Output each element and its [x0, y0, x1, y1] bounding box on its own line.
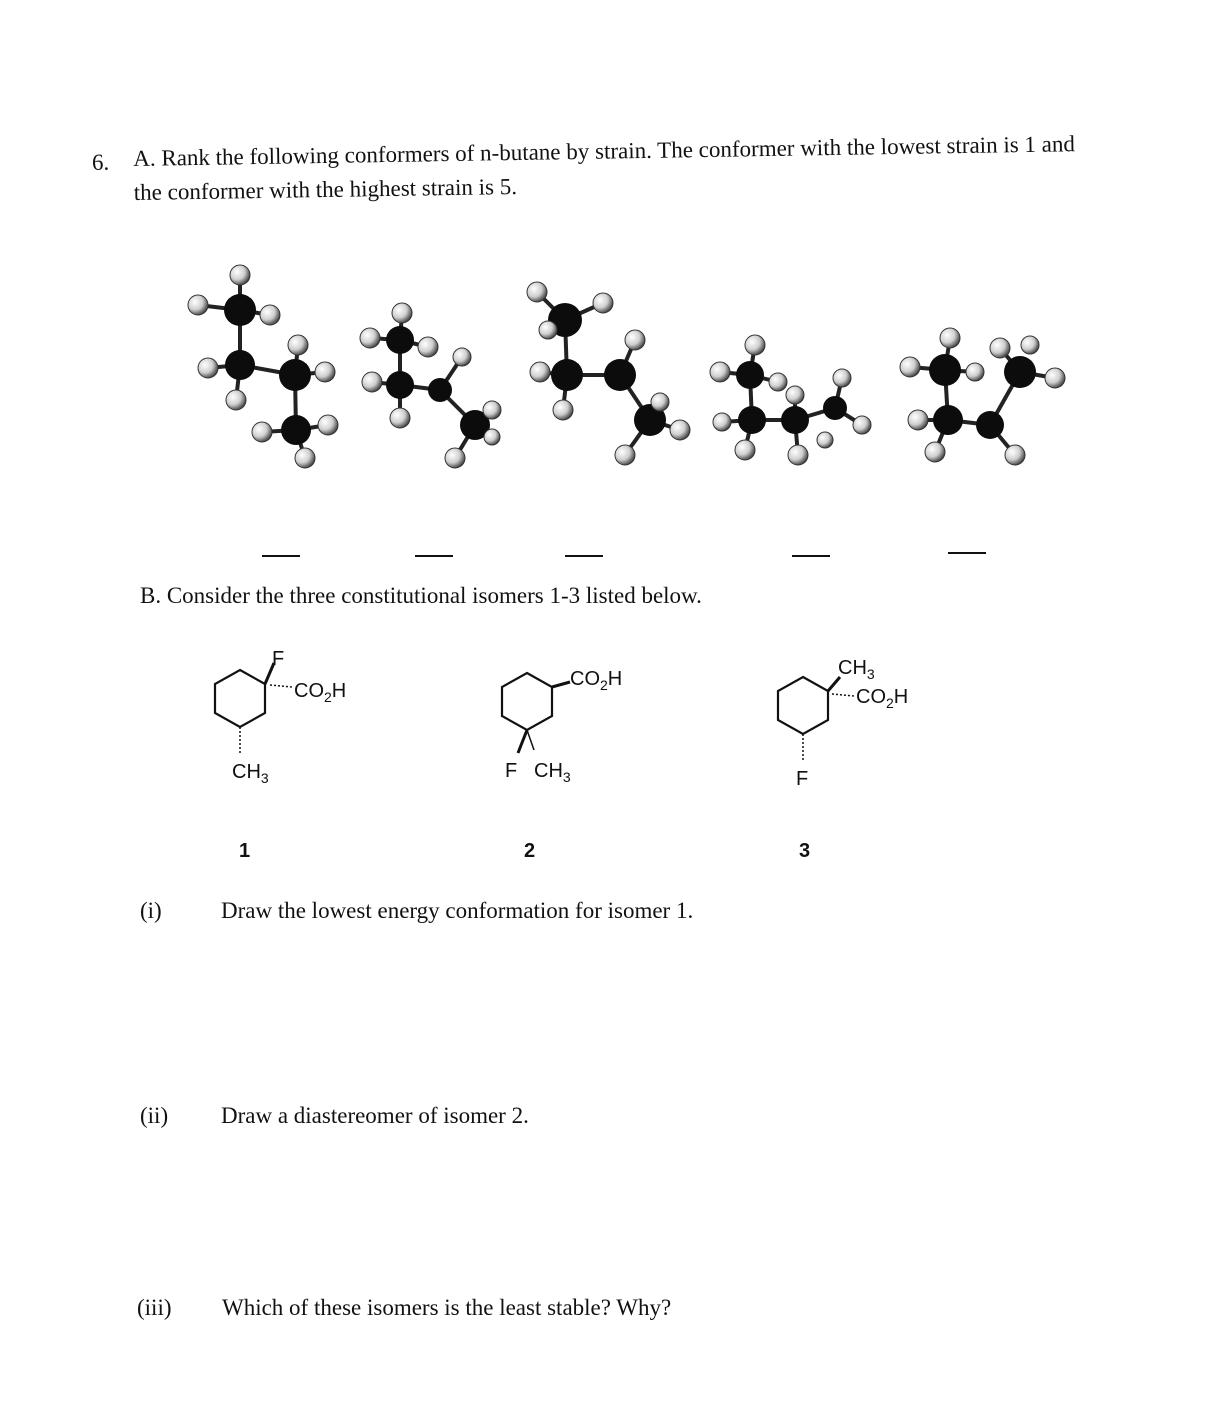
rank-blank-3[interactable] [565, 555, 603, 557]
isomer-1-top-label: F [272, 648, 285, 670]
conformer-models [0, 0, 1208, 560]
wedge-bond [518, 730, 527, 753]
hash-bond [832, 694, 854, 696]
isomer-3-bottom-label: F [796, 768, 809, 790]
isomer-2-bottom-right-label: $CH_3$ [534, 760, 571, 785]
isomer-3-top-label: $CH_3$ [838, 657, 875, 682]
question-number: 6. [92, 150, 110, 175]
wedge-bond [552, 682, 570, 687]
isomer-3-number: 3 [799, 840, 811, 862]
cyclohexane-ring [778, 677, 828, 734]
isomer-structures [0, 630, 1208, 880]
isomer-2 [502, 668, 622, 862]
conformer-model-5 [910, 338, 1055, 455]
rank-blank-5[interactable] [948, 552, 986, 554]
bond [527, 730, 534, 750]
hash-bond [270, 685, 292, 687]
isomer-2-number: 2 [524, 840, 536, 862]
rank-blank-4[interactable] [792, 555, 830, 557]
isomer-2-bottom-left-label: F [505, 760, 518, 782]
part-b-prompt: B. Consider the three constitutional isomers 1-3 listed below. [140, 583, 702, 608]
rank-blank-2[interactable] [415, 555, 453, 557]
subquestion-3-text: Which of these isomers is the least stable? Why? [222, 1295, 672, 1320]
cyclohexane-ring [215, 670, 265, 727]
subquestion-2-text: Draw a diastereomer of isomer 2. [221, 1103, 529, 1128]
cyclohexane-ring [502, 673, 552, 730]
isomer-1 [215, 648, 346, 862]
isomer-3-right-label: $CO_2H$ [856, 686, 909, 711]
isomer-2-right-label: $CO_2H$ [570, 668, 623, 693]
isomer-1-bottom-label: $CH_3$ [232, 761, 269, 786]
subquestion-2-label: (ii) [140, 1103, 169, 1128]
subquestion-3-label: (iii) [137, 1295, 172, 1320]
wedge-bond [828, 677, 840, 691]
isomer-3 [778, 657, 908, 862]
part-a-prompt: A. Rank the following conformers of n-butane by strain. The conformer with the lowest strain is 1 and the conformer with the highest strain is 5. [133, 131, 1076, 205]
isomer-1-right-label: $CO_2H$ [294, 680, 347, 705]
subquestion-1-label: (i) [140, 898, 162, 923]
isomer-1-number: 1 [239, 840, 251, 862]
rank-blank-1[interactable] [262, 555, 300, 557]
subquestion-1-text: Draw the lowest energy conformation for isomer 1. [221, 898, 694, 923]
